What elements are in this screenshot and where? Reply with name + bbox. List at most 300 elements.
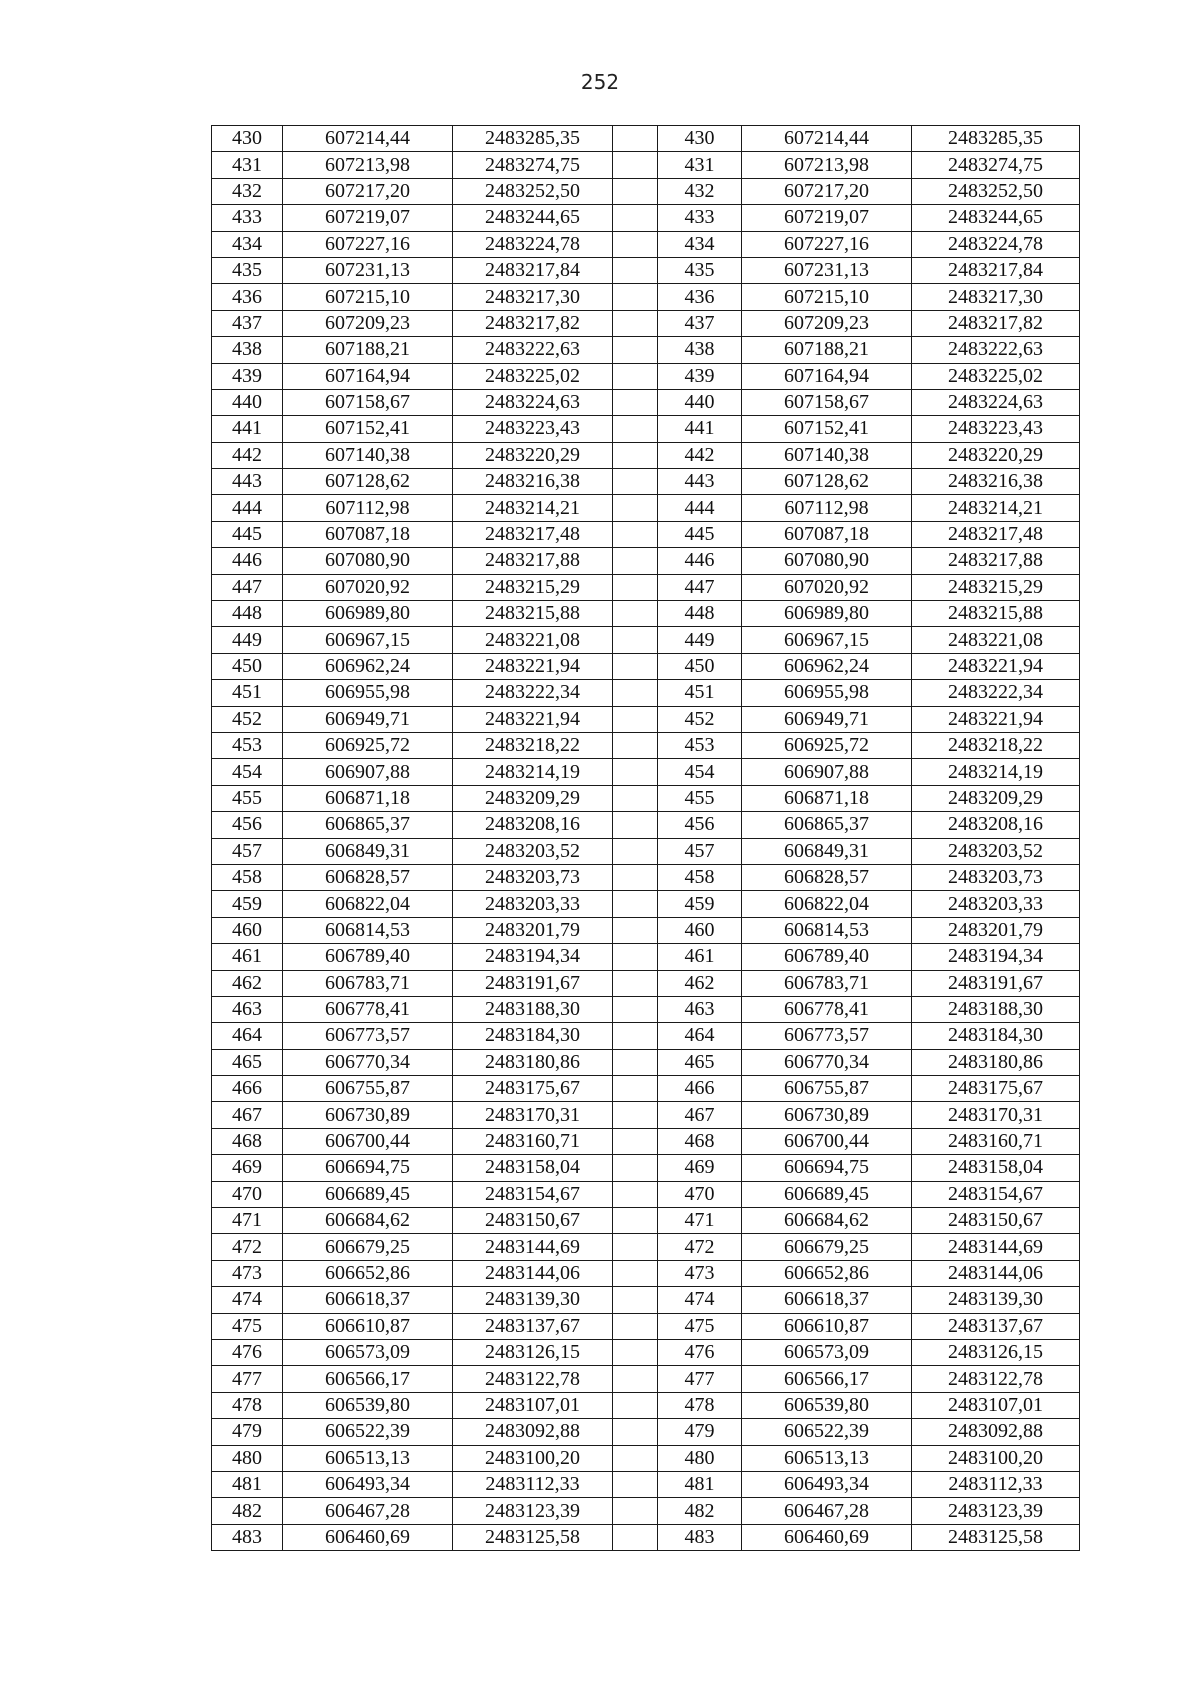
y-coordinate-right: 2483203,33 (912, 891, 1080, 917)
table-row (212, 706, 1080, 732)
x-coordinate-left: 606925,72 (283, 732, 453, 758)
y-coordinate-right: 2483221,94 (912, 653, 1080, 679)
x-coordinate-left: 606730,89 (283, 1102, 453, 1128)
x-coordinate-left: 606700,44 (283, 1128, 453, 1154)
empty-separator-cell (613, 178, 658, 204)
point-number-right: 479 (658, 1419, 742, 1445)
empty-separator-cell (613, 521, 658, 547)
y-coordinate-right: 2483188,30 (912, 996, 1080, 1022)
x-coordinate-left: 606773,57 (283, 1023, 453, 1049)
point-number-left: 433 (212, 205, 283, 231)
y-coordinate-left: 2483112,33 (453, 1471, 613, 1497)
y-coordinate-right: 2483214,19 (912, 759, 1080, 785)
point-number-right: 443 (658, 469, 742, 495)
point-number-left: 439 (212, 363, 283, 389)
empty-separator-cell (613, 732, 658, 758)
table-row (212, 178, 1080, 204)
point-number-left: 481 (212, 1471, 283, 1497)
y-coordinate-left: 2483123,39 (453, 1498, 613, 1524)
empty-separator-cell (613, 284, 658, 310)
y-coordinate-right: 2483092,88 (912, 1419, 1080, 1445)
y-coordinate-left: 2483215,29 (453, 574, 613, 600)
empty-separator-cell (613, 627, 658, 653)
table-row (212, 785, 1080, 811)
table-row (212, 759, 1080, 785)
point-number-left: 466 (212, 1076, 283, 1102)
coordinates-table (211, 125, 1080, 1551)
y-coordinate-right: 2483225,02 (912, 363, 1080, 389)
y-coordinate-right: 2483217,82 (912, 310, 1080, 336)
empty-separator-cell (613, 785, 658, 811)
empty-separator-cell (613, 680, 658, 706)
x-coordinate-left: 606539,80 (283, 1392, 453, 1418)
x-coordinate-right: 606467,28 (742, 1498, 912, 1524)
y-coordinate-left: 2483125,58 (453, 1524, 613, 1550)
table-row (212, 548, 1080, 574)
empty-separator-cell (613, 917, 658, 943)
point-number-right: 434 (658, 231, 742, 257)
y-coordinate-right: 2483112,33 (912, 1471, 1080, 1497)
point-number-right: 458 (658, 864, 742, 890)
x-coordinate-left: 606460,69 (283, 1524, 453, 1550)
table-row (212, 521, 1080, 547)
y-coordinate-left: 2483218,22 (453, 732, 613, 758)
x-coordinate-right: 606871,18 (742, 785, 912, 811)
empty-separator-cell (613, 996, 658, 1022)
x-coordinate-left: 607087,18 (283, 521, 453, 547)
y-coordinate-left: 2483221,94 (453, 706, 613, 732)
point-number-right: 451 (658, 680, 742, 706)
y-coordinate-left: 2483224,78 (453, 231, 613, 257)
x-coordinate-left: 606989,80 (283, 601, 453, 627)
x-coordinate-right: 606755,87 (742, 1076, 912, 1102)
y-coordinate-left: 2483154,67 (453, 1181, 613, 1207)
x-coordinate-right: 606925,72 (742, 732, 912, 758)
y-coordinate-left: 2483221,94 (453, 653, 613, 679)
point-number-left: 462 (212, 970, 283, 996)
table-row (212, 838, 1080, 864)
empty-separator-cell (613, 1313, 658, 1339)
y-coordinate-right: 2483215,88 (912, 601, 1080, 627)
y-coordinate-right: 2483144,69 (912, 1234, 1080, 1260)
y-coordinate-right: 2483214,21 (912, 495, 1080, 521)
empty-separator-cell (613, 601, 658, 627)
x-coordinate-left: 606967,15 (283, 627, 453, 653)
x-coordinate-right: 606689,45 (742, 1181, 912, 1207)
empty-separator-cell (613, 337, 658, 363)
x-coordinate-right: 607219,07 (742, 205, 912, 231)
table-row (212, 732, 1080, 758)
point-number-right: 480 (658, 1445, 742, 1471)
x-coordinate-right: 606679,25 (742, 1234, 912, 1260)
point-number-right: 450 (658, 653, 742, 679)
y-coordinate-left: 2483214,21 (453, 495, 613, 521)
point-number-right: 481 (658, 1471, 742, 1497)
y-coordinate-left: 2483188,30 (453, 996, 613, 1022)
point-number-left: 441 (212, 416, 283, 442)
point-number-left: 474 (212, 1287, 283, 1313)
x-coordinate-left: 606684,62 (283, 1208, 453, 1234)
point-number-right: 433 (658, 205, 742, 231)
point-number-right: 457 (658, 838, 742, 864)
point-number-left: 461 (212, 944, 283, 970)
y-coordinate-left: 2483223,43 (453, 416, 613, 442)
x-coordinate-right: 606822,04 (742, 891, 912, 917)
point-number-right: 466 (658, 1076, 742, 1102)
table-row (212, 1287, 1080, 1313)
point-number-left: 472 (212, 1234, 283, 1260)
y-coordinate-left: 2483216,38 (453, 469, 613, 495)
x-coordinate-right: 606573,09 (742, 1339, 912, 1365)
y-coordinate-right: 2483144,06 (912, 1260, 1080, 1286)
y-coordinate-left: 2483244,65 (453, 205, 613, 231)
y-coordinate-left: 2483150,67 (453, 1208, 613, 1234)
empty-separator-cell (613, 1234, 658, 1260)
x-coordinate-right: 607020,92 (742, 574, 912, 600)
x-coordinate-left: 607217,20 (283, 178, 453, 204)
empty-separator-cell (613, 1208, 658, 1234)
table-row (212, 680, 1080, 706)
point-number-right: 446 (658, 548, 742, 574)
point-number-left: 438 (212, 337, 283, 363)
y-coordinate-left: 2483175,67 (453, 1076, 613, 1102)
empty-separator-cell (613, 706, 658, 732)
table-row (212, 601, 1080, 627)
point-number-left: 456 (212, 812, 283, 838)
y-coordinate-right: 2483217,30 (912, 284, 1080, 310)
x-coordinate-left: 607164,94 (283, 363, 453, 389)
y-coordinate-right: 2483218,22 (912, 732, 1080, 758)
point-number-right: 441 (658, 416, 742, 442)
x-coordinate-right: 607231,13 (742, 257, 912, 283)
table-row (212, 970, 1080, 996)
x-coordinate-left: 606814,53 (283, 917, 453, 943)
x-coordinate-right: 607188,21 (742, 337, 912, 363)
empty-separator-cell (613, 1049, 658, 1075)
empty-separator-cell (613, 1155, 658, 1181)
point-number-left: 445 (212, 521, 283, 547)
x-coordinate-left: 606694,75 (283, 1155, 453, 1181)
x-coordinate-right: 607215,10 (742, 284, 912, 310)
point-number-left: 431 (212, 152, 283, 178)
empty-separator-cell (613, 495, 658, 521)
empty-separator-cell (613, 257, 658, 283)
y-coordinate-right: 2483217,48 (912, 521, 1080, 547)
table-row (212, 1234, 1080, 1260)
point-number-left: 480 (212, 1445, 283, 1471)
point-number-right: 469 (658, 1155, 742, 1181)
x-coordinate-right: 607209,23 (742, 310, 912, 336)
point-number-right: 454 (658, 759, 742, 785)
x-coordinate-left: 606493,34 (283, 1471, 453, 1497)
point-number-left: 449 (212, 627, 283, 653)
y-coordinate-left: 2483203,73 (453, 864, 613, 890)
empty-separator-cell (613, 152, 658, 178)
y-coordinate-right: 2483126,15 (912, 1339, 1080, 1365)
x-coordinate-right: 606778,41 (742, 996, 912, 1022)
empty-separator-cell (613, 469, 658, 495)
y-coordinate-left: 2483208,16 (453, 812, 613, 838)
point-number-left: 442 (212, 442, 283, 468)
y-coordinate-right: 2483203,52 (912, 838, 1080, 864)
x-coordinate-right: 606493,34 (742, 1471, 912, 1497)
x-coordinate-left: 606618,37 (283, 1287, 453, 1313)
x-coordinate-left: 606955,98 (283, 680, 453, 706)
point-number-left: 435 (212, 257, 283, 283)
x-coordinate-right: 607164,94 (742, 363, 912, 389)
empty-separator-cell (613, 864, 658, 890)
x-coordinate-right: 607140,38 (742, 442, 912, 468)
empty-separator-cell (613, 759, 658, 785)
y-coordinate-right: 2483208,16 (912, 812, 1080, 838)
x-coordinate-right: 607217,20 (742, 178, 912, 204)
point-number-right: 455 (658, 785, 742, 811)
y-coordinate-right: 2483224,78 (912, 231, 1080, 257)
point-number-left: 447 (212, 574, 283, 600)
point-number-left: 468 (212, 1128, 283, 1154)
point-number-left: 455 (212, 785, 283, 811)
y-coordinate-left: 2483126,15 (453, 1339, 613, 1365)
x-coordinate-left: 607231,13 (283, 257, 453, 283)
empty-separator-cell (613, 442, 658, 468)
y-coordinate-left: 2483107,01 (453, 1392, 613, 1418)
x-coordinate-left: 606789,40 (283, 944, 453, 970)
empty-separator-cell (613, 1392, 658, 1418)
x-coordinate-right: 606949,71 (742, 706, 912, 732)
table-row (212, 1445, 1080, 1471)
x-coordinate-right: 607080,90 (742, 548, 912, 574)
x-coordinate-left: 607214,44 (283, 126, 453, 152)
point-number-left: 446 (212, 548, 283, 574)
x-coordinate-right: 606967,15 (742, 627, 912, 653)
table-row (212, 1023, 1080, 1049)
y-coordinate-right: 2483191,67 (912, 970, 1080, 996)
y-coordinate-left: 2483092,88 (453, 1419, 613, 1445)
x-coordinate-left: 606513,13 (283, 1445, 453, 1471)
x-coordinate-left: 607209,23 (283, 310, 453, 336)
point-number-right: 460 (658, 917, 742, 943)
empty-separator-cell (613, 1102, 658, 1128)
x-coordinate-left: 606573,09 (283, 1339, 453, 1365)
y-coordinate-left: 2483180,86 (453, 1049, 613, 1075)
x-coordinate-right: 606566,17 (742, 1366, 912, 1392)
point-number-right: 431 (658, 152, 742, 178)
point-number-right: 464 (658, 1023, 742, 1049)
x-coordinate-right: 606773,57 (742, 1023, 912, 1049)
empty-separator-cell (613, 1498, 658, 1524)
y-coordinate-left: 2483144,06 (453, 1260, 613, 1286)
x-coordinate-left: 607020,92 (283, 574, 453, 600)
point-number-right: 437 (658, 310, 742, 336)
point-number-right: 459 (658, 891, 742, 917)
point-number-left: 458 (212, 864, 283, 890)
x-coordinate-right: 607128,62 (742, 469, 912, 495)
point-number-left: 476 (212, 1339, 283, 1365)
y-coordinate-right: 2483125,58 (912, 1524, 1080, 1550)
table-row (212, 996, 1080, 1022)
y-coordinate-left: 2483225,02 (453, 363, 613, 389)
empty-separator-cell (613, 416, 658, 442)
x-coordinate-right: 606789,40 (742, 944, 912, 970)
x-coordinate-right: 607214,44 (742, 126, 912, 152)
x-coordinate-left: 606689,45 (283, 1181, 453, 1207)
y-coordinate-right: 2483285,35 (912, 126, 1080, 152)
x-coordinate-right: 606962,24 (742, 653, 912, 679)
y-coordinate-left: 2483209,29 (453, 785, 613, 811)
x-coordinate-right: 607087,18 (742, 521, 912, 547)
point-number-left: 440 (212, 389, 283, 415)
point-number-right: 467 (658, 1102, 742, 1128)
x-coordinate-left: 606755,87 (283, 1076, 453, 1102)
x-coordinate-right: 607227,16 (742, 231, 912, 257)
x-coordinate-right: 606828,57 (742, 864, 912, 890)
point-number-right: 468 (658, 1128, 742, 1154)
x-coordinate-left: 607158,67 (283, 389, 453, 415)
point-number-left: 454 (212, 759, 283, 785)
y-coordinate-right: 2483184,30 (912, 1023, 1080, 1049)
point-number-right: 445 (658, 521, 742, 547)
empty-separator-cell (613, 1419, 658, 1445)
point-number-left: 479 (212, 1419, 283, 1445)
x-coordinate-left: 606467,28 (283, 1498, 453, 1524)
y-coordinate-right: 2483150,67 (912, 1208, 1080, 1234)
table-row (212, 495, 1080, 521)
y-coordinate-right: 2483274,75 (912, 152, 1080, 178)
y-coordinate-right: 2483215,29 (912, 574, 1080, 600)
point-number-right: 448 (658, 601, 742, 627)
empty-separator-cell (613, 126, 658, 152)
table-row (212, 1181, 1080, 1207)
empty-separator-cell (613, 1524, 658, 1550)
y-coordinate-right: 2483216,38 (912, 469, 1080, 495)
y-coordinate-right: 2483203,73 (912, 864, 1080, 890)
table-row (212, 231, 1080, 257)
x-coordinate-left: 606962,24 (283, 653, 453, 679)
empty-separator-cell (613, 205, 658, 231)
point-number-left: 482 (212, 1498, 283, 1524)
y-coordinate-left: 2483160,71 (453, 1128, 613, 1154)
x-coordinate-left: 606522,39 (283, 1419, 453, 1445)
y-coordinate-right: 2483223,43 (912, 416, 1080, 442)
y-coordinate-left: 2483201,79 (453, 917, 613, 943)
point-number-left: 460 (212, 917, 283, 943)
x-coordinate-right: 606522,39 (742, 1419, 912, 1445)
point-number-right: 461 (658, 944, 742, 970)
table-row (212, 337, 1080, 363)
table-row (212, 1498, 1080, 1524)
point-number-left: 436 (212, 284, 283, 310)
x-coordinate-right: 606783,71 (742, 970, 912, 996)
y-coordinate-left: 2483274,75 (453, 152, 613, 178)
y-coordinate-right: 2483123,39 (912, 1498, 1080, 1524)
x-coordinate-left: 606865,37 (283, 812, 453, 838)
y-coordinate-left: 2483100,20 (453, 1445, 613, 1471)
table-row (212, 627, 1080, 653)
x-coordinate-left: 607213,98 (283, 152, 453, 178)
x-coordinate-left: 606770,34 (283, 1049, 453, 1075)
point-number-left: 471 (212, 1208, 283, 1234)
point-number-right: 462 (658, 970, 742, 996)
x-coordinate-left: 607215,10 (283, 284, 453, 310)
table-row (212, 469, 1080, 495)
table-row (212, 416, 1080, 442)
point-number-left: 453 (212, 732, 283, 758)
x-coordinate-right: 606539,80 (742, 1392, 912, 1418)
point-number-left: 434 (212, 231, 283, 257)
empty-separator-cell (613, 1366, 658, 1392)
empty-separator-cell (613, 1339, 658, 1365)
point-number-left: 477 (212, 1366, 283, 1392)
x-coordinate-right: 606684,62 (742, 1208, 912, 1234)
y-coordinate-left: 2483139,30 (453, 1287, 613, 1313)
x-coordinate-left: 606783,71 (283, 970, 453, 996)
table-row (212, 1208, 1080, 1234)
y-coordinate-left: 2483170,31 (453, 1102, 613, 1128)
y-coordinate-left: 2483184,30 (453, 1023, 613, 1049)
x-coordinate-right: 606814,53 (742, 917, 912, 943)
point-number-left: 437 (212, 310, 283, 336)
x-coordinate-left: 606610,87 (283, 1313, 453, 1339)
x-coordinate-left: 607188,21 (283, 337, 453, 363)
y-coordinate-left: 2483217,48 (453, 521, 613, 547)
point-number-right: 465 (658, 1049, 742, 1075)
y-coordinate-right: 2483224,63 (912, 389, 1080, 415)
y-coordinate-left: 2483214,19 (453, 759, 613, 785)
point-number-right: 438 (658, 337, 742, 363)
x-coordinate-left: 607227,16 (283, 231, 453, 257)
table-row (212, 310, 1080, 336)
point-number-left: 451 (212, 680, 283, 706)
y-coordinate-right: 2483180,86 (912, 1049, 1080, 1075)
table-row (212, 574, 1080, 600)
table-row (212, 653, 1080, 679)
table-row (212, 389, 1080, 415)
y-coordinate-left: 2483217,88 (453, 548, 613, 574)
point-number-right: 436 (658, 284, 742, 310)
point-number-left: 463 (212, 996, 283, 1022)
point-number-right: 442 (658, 442, 742, 468)
y-coordinate-right: 2483100,20 (912, 1445, 1080, 1471)
table-row (212, 1339, 1080, 1365)
point-number-right: 463 (658, 996, 742, 1022)
point-number-right: 471 (658, 1208, 742, 1234)
y-coordinate-left: 2483285,35 (453, 126, 613, 152)
y-coordinate-right: 2483158,04 (912, 1155, 1080, 1181)
empty-separator-cell (613, 363, 658, 389)
table-row (212, 205, 1080, 231)
table-row (212, 257, 1080, 283)
point-number-left: 443 (212, 469, 283, 495)
x-coordinate-right: 606610,87 (742, 1313, 912, 1339)
x-coordinate-left: 606822,04 (283, 891, 453, 917)
table-row (212, 1366, 1080, 1392)
x-coordinate-left: 606652,86 (283, 1260, 453, 1286)
x-coordinate-left: 606679,25 (283, 1234, 453, 1260)
y-coordinate-left: 2483217,84 (453, 257, 613, 283)
point-number-left: 430 (212, 126, 283, 152)
point-number-right: 453 (658, 732, 742, 758)
empty-separator-cell (613, 1471, 658, 1497)
table-row (212, 812, 1080, 838)
empty-separator-cell (613, 653, 658, 679)
y-coordinate-left: 2483217,82 (453, 310, 613, 336)
x-coordinate-right: 606694,75 (742, 1155, 912, 1181)
empty-separator-cell (613, 812, 658, 838)
empty-separator-cell (613, 970, 658, 996)
empty-separator-cell (613, 1076, 658, 1102)
empty-separator-cell (613, 944, 658, 970)
y-coordinate-right: 2483221,08 (912, 627, 1080, 653)
